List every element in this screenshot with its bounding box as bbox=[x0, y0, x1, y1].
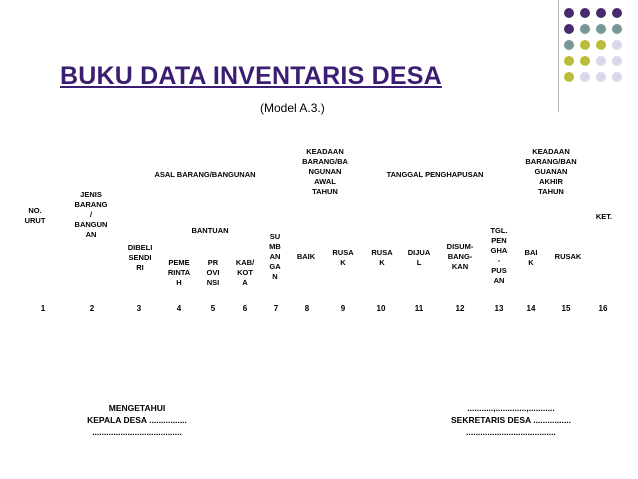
signature-left-title: KEPALA DESA ................ bbox=[87, 415, 187, 425]
header-keadaan-akhir: KEADAAN BARANG/BAN GUANAN AKHIR TAHUN bbox=[525, 147, 577, 196]
signature-left bbox=[72, 402, 202, 438]
col-number: 12 bbox=[455, 304, 465, 313]
header-tgl-penghapusan: TGL. PEN GHA - PUS AN bbox=[490, 226, 508, 285]
col-number: 13 bbox=[494, 304, 504, 313]
decorative-dot bbox=[596, 72, 606, 82]
decorative-dot bbox=[612, 24, 622, 34]
col-number: 7 bbox=[273, 304, 279, 313]
signature-right bbox=[436, 402, 586, 438]
decorative-dot bbox=[612, 8, 622, 18]
col-number: 14 bbox=[526, 304, 536, 313]
decorative-dot bbox=[564, 8, 574, 18]
dot-grid-decoration bbox=[564, 8, 634, 92]
signature-right-date: ...........,.............,........... bbox=[467, 403, 555, 413]
decorative-dot bbox=[564, 72, 574, 82]
col-number: 15 bbox=[561, 304, 571, 313]
decorative-dot bbox=[612, 72, 622, 82]
header-asal-barang: ASAL BARANG/BANGUNAN bbox=[154, 170, 256, 179]
header-provinsi: PR OVI NSI bbox=[206, 258, 220, 287]
header-baik-akhir: BAI K bbox=[524, 248, 538, 267]
header-keadaan-awal: KEADAAN BARANG/BA NGUNAN AWAL TAHUN bbox=[302, 147, 348, 196]
decorative-dot bbox=[596, 40, 606, 50]
signature-left-line: ...................................... bbox=[92, 427, 182, 437]
decorative-dot bbox=[596, 24, 606, 34]
col-number: 3 bbox=[136, 304, 142, 313]
signature-right-line: ...................................... bbox=[466, 427, 556, 437]
header-sumbangan: SU MB AN GA N bbox=[269, 232, 281, 281]
header-bantuan: BANTUAN bbox=[191, 226, 229, 235]
decorative-dot bbox=[580, 8, 590, 18]
header-baik: BAIK bbox=[296, 252, 316, 261]
decorative-dot bbox=[596, 56, 606, 66]
col-number: 10 bbox=[376, 304, 386, 313]
decorative-dot bbox=[612, 56, 622, 66]
decorative-dot bbox=[580, 72, 590, 82]
page-title: BUKU DATA INVENTARIS DESA bbox=[60, 62, 442, 90]
model-label: (Model A.3.) bbox=[260, 101, 325, 115]
decorative-dot bbox=[612, 40, 622, 50]
decorative-dot bbox=[564, 56, 574, 66]
col-number: 2 bbox=[89, 304, 95, 313]
decorative-dot bbox=[580, 56, 590, 66]
header-dijual: DIJUA L bbox=[407, 248, 431, 267]
header-no-urut: NO. URUT bbox=[24, 206, 46, 225]
decorative-dot bbox=[596, 8, 606, 18]
col-number: 9 bbox=[340, 304, 346, 313]
col-number: 5 bbox=[210, 304, 216, 313]
decorative-dot bbox=[564, 24, 574, 34]
header-rusak: RUSA K bbox=[332, 248, 354, 267]
header-rusak-hapus: RUSA K bbox=[371, 248, 393, 267]
header-rusak-akhir: RUSAK bbox=[554, 252, 582, 261]
col-number: 8 bbox=[304, 304, 310, 313]
col-number: 6 bbox=[242, 304, 248, 313]
decorative-dot bbox=[564, 40, 574, 50]
header-keterangan: KET. bbox=[595, 212, 613, 221]
header-kab-kota: KAB/ KOT A bbox=[235, 258, 255, 287]
header-disumbangkan: DISUM- BANG- KAN bbox=[446, 242, 474, 271]
header-tanggal-penghapusan: TANGGAL PENGHAPUSAN bbox=[386, 170, 484, 179]
signature-left-heading: MENGETAHUI bbox=[108, 403, 166, 413]
col-number: 11 bbox=[414, 304, 424, 313]
header-jenis-barang: JENIS BARANG / BANGUN AN bbox=[74, 190, 108, 239]
col-number: 1 bbox=[40, 304, 46, 313]
col-number: 4 bbox=[176, 304, 182, 313]
divider-line bbox=[558, 0, 559, 112]
decorative-dot bbox=[580, 40, 590, 50]
col-number: 16 bbox=[598, 304, 608, 313]
signature-right-title: SEKRETARIS DESA ................ bbox=[451, 415, 571, 425]
decorative-dot bbox=[580, 24, 590, 34]
header-pemerintah: PEME RINTA H bbox=[167, 258, 191, 287]
header-dibeli-sendiri: DIBELI SENDI RI bbox=[127, 243, 153, 272]
